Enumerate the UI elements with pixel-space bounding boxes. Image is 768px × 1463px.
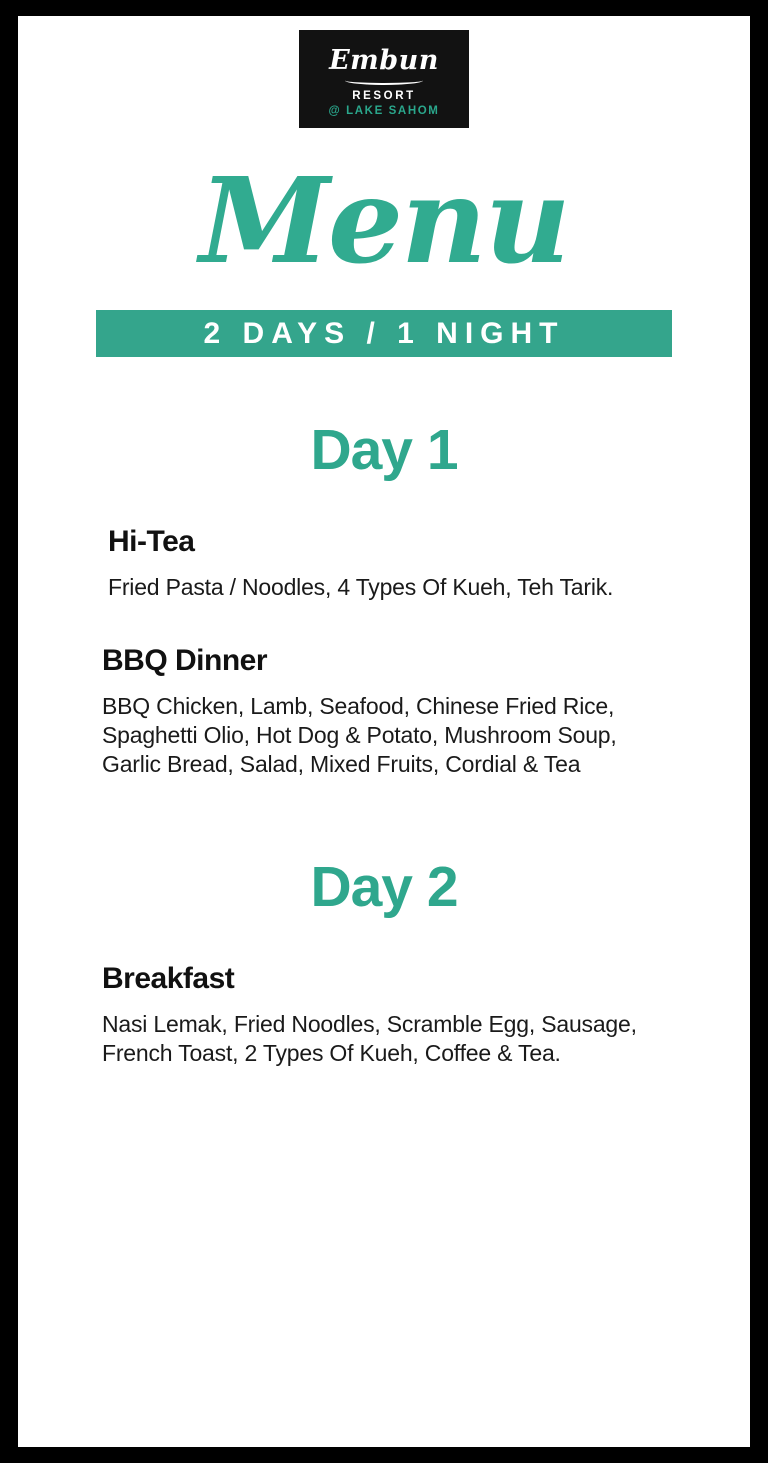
section-body-breakfast: Nasi Lemak, Fried Noodles, Scramble Egg, Sausage, French Toast, 2 Types Of Kueh, Coffee & Tea. <box>102 1010 637 1066</box>
brand-swash-icon <box>345 76 423 85</box>
stay-duration-banner <box>96 310 672 357</box>
section-title-bbq-dinner: BBQ Dinner <box>102 643 268 677</box>
brand-resort-label: RESORT <box>352 90 416 102</box>
menu-card <box>18 16 750 1447</box>
section-title-hi-tea: Hi-Tea <box>108 525 195 558</box>
day-2-heading: Day 2 <box>310 854 458 919</box>
page-title: Menu <box>199 151 569 290</box>
section-title-breakfast: Breakfast <box>102 961 235 995</box>
section-body-hi-tea: Fried Pasta / Noodles, 4 Types Of Kueh, Teh Tarik. <box>108 574 614 600</box>
brand-logo <box>299 30 469 128</box>
day-1-heading: Day 1 <box>310 418 458 482</box>
brand-name: Embun <box>329 45 439 76</box>
section-body-bbq-dinner: BBQ Chicken, Lamb, Seafood, Chinese Fried Rice, Spaghetti Olio, Hot Dog & Potato, Mushroom Soup, Garlic Bread, Salad, Mixed Fruits, Cordial & Tea <box>102 692 617 777</box>
day-1-sections <box>18 525 750 779</box>
brand-location-label: @ LAKE SAHOM <box>328 105 440 117</box>
stay-duration-label: 2 DAYS / 1 NIGHT <box>203 316 565 350</box>
day-2-sections <box>18 962 750 1068</box>
